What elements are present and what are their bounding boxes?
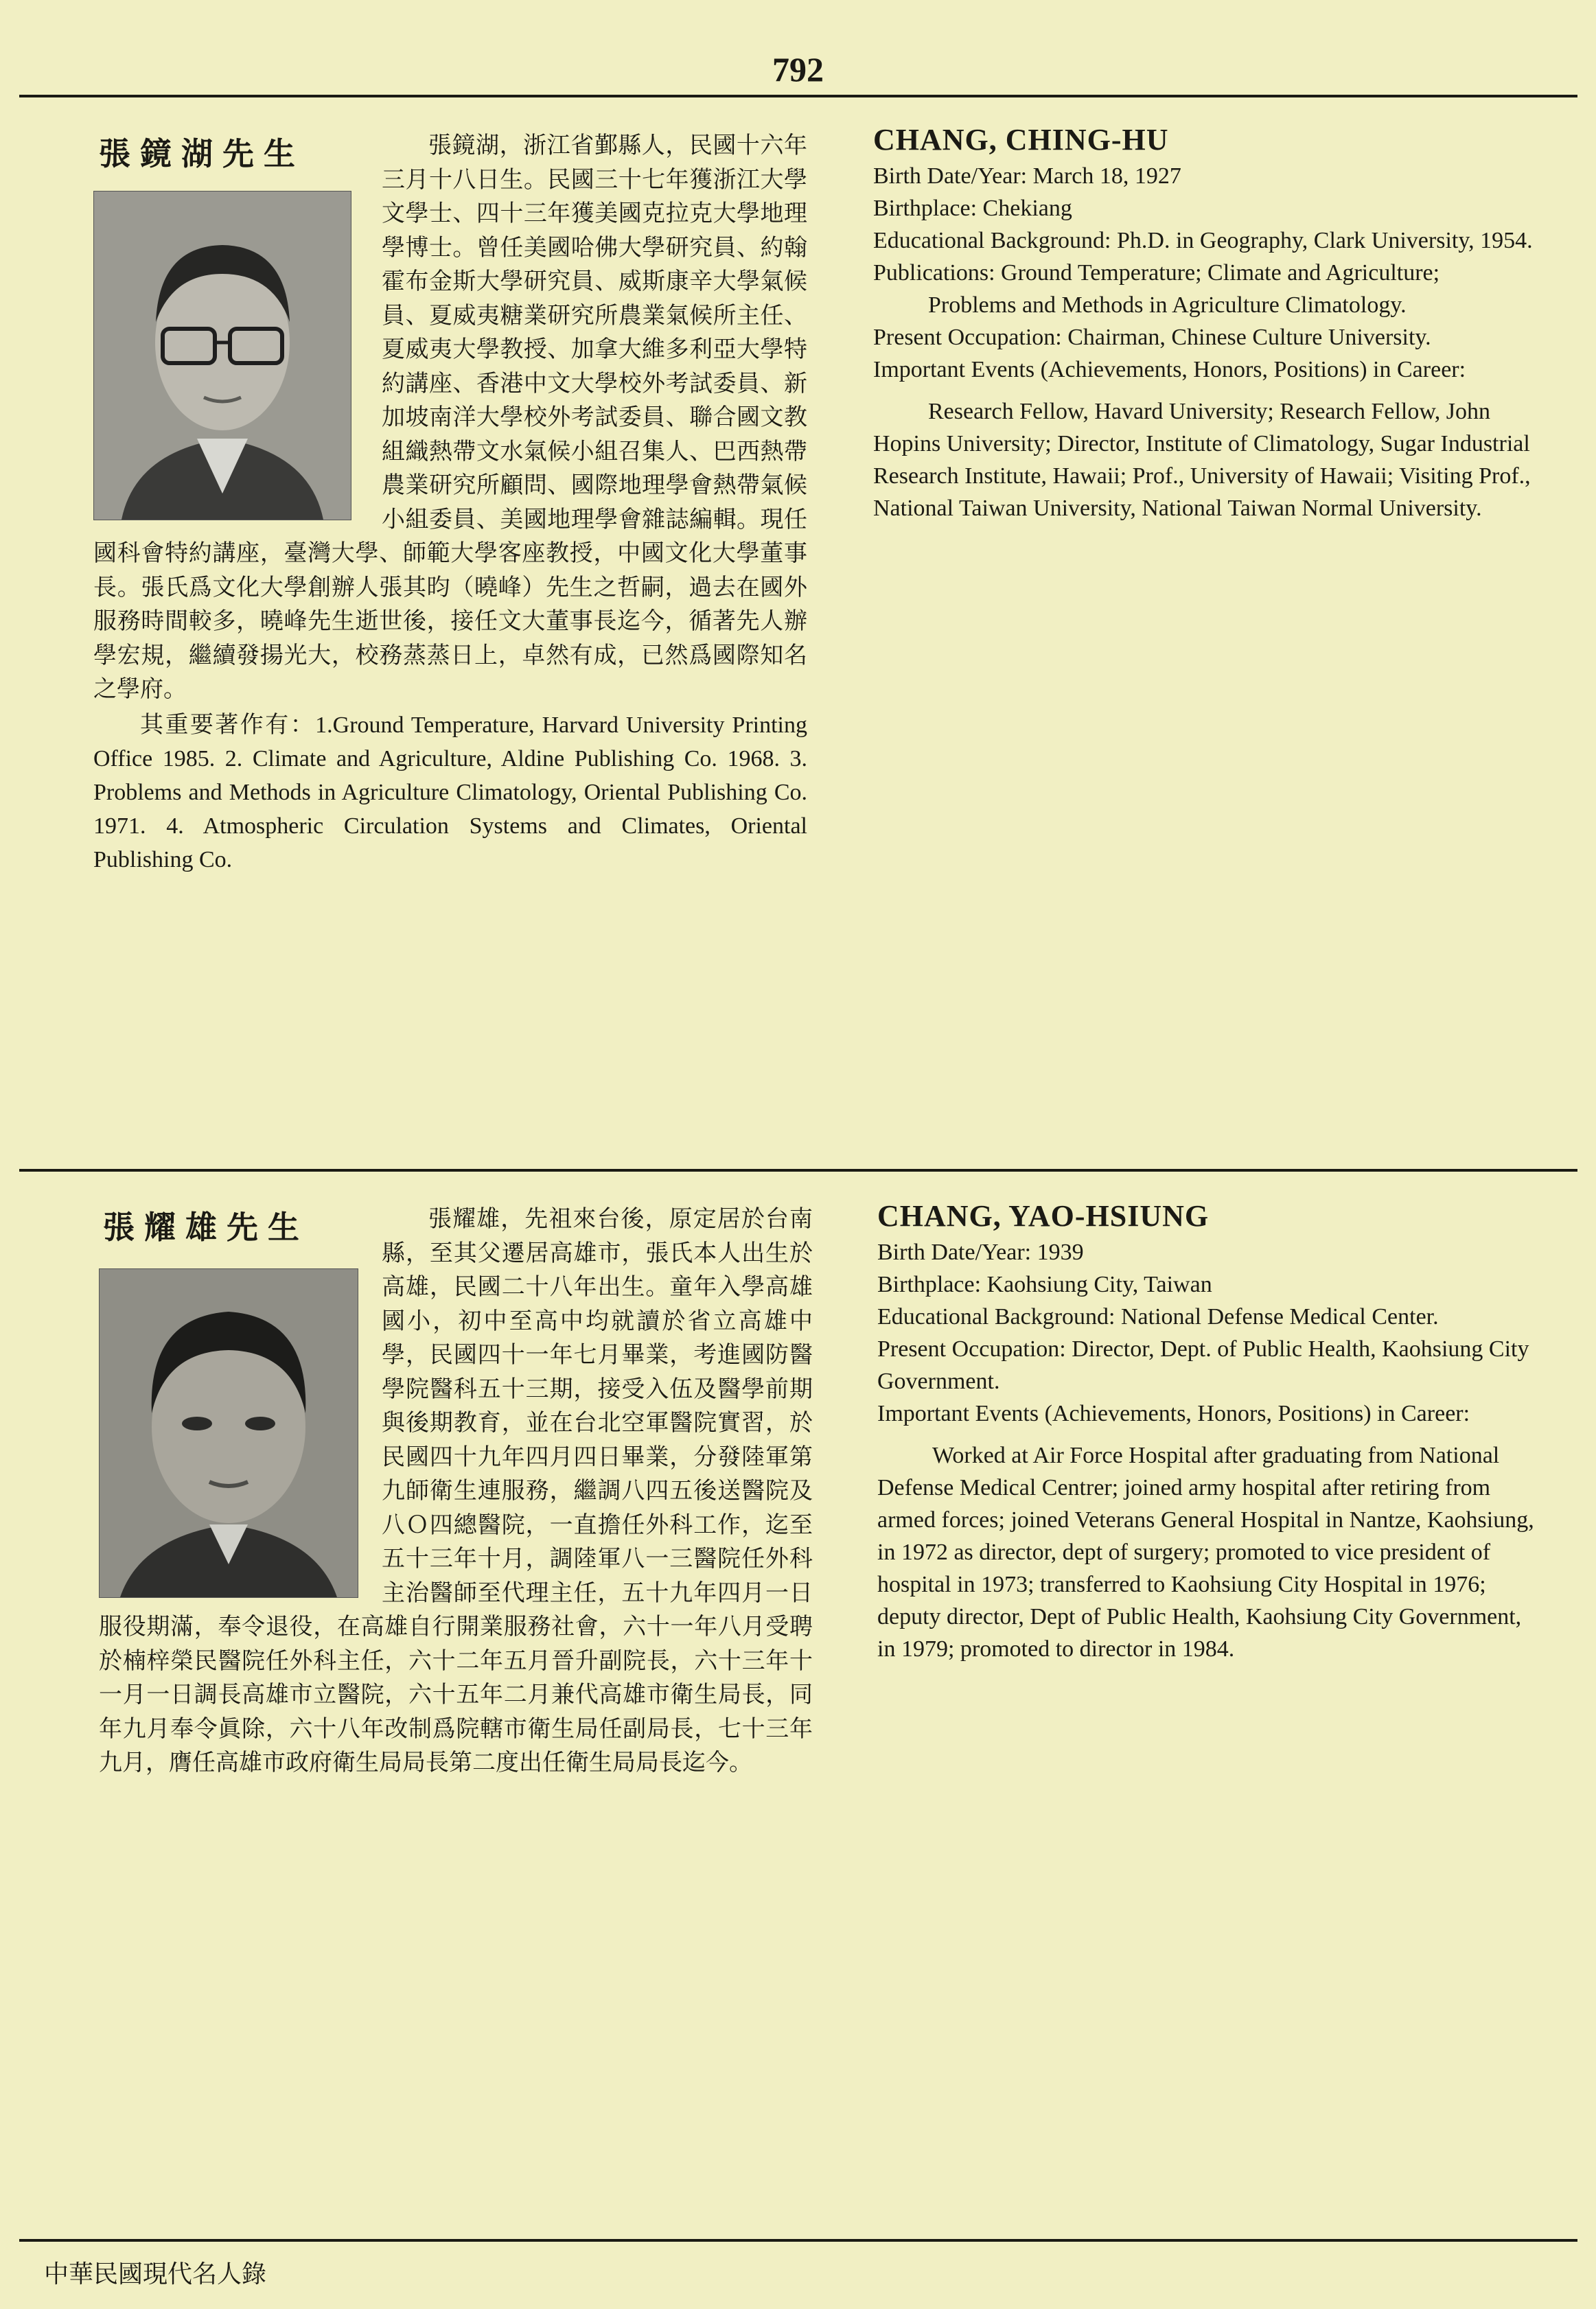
entry-2-photo-spacer	[99, 1203, 382, 1601]
entry-1-works-lead: 其重要著作有：	[140, 710, 316, 739]
entry-1-chinese-biography	[93, 129, 807, 877]
page-number: 792	[772, 50, 824, 89]
entry-2-events-label: Important Events (Achievements, Honors, Positions) in Career:	[877, 1401, 1470, 1426]
top-rule	[19, 95, 1577, 97]
entry-2-english-profile	[877, 1200, 1543, 1665]
footer-book-title: 中華民國現代名人錄	[44, 2260, 267, 2288]
entry-1-publications: Publications: Ground Temperature; Climate and Agriculture;	[873, 260, 1440, 286]
entry-2-occupation: Present Occupation: Director, Dept. of Public Health, Kaohsiung City Government.	[877, 1336, 1529, 1394]
entry-1-events: Research Fellow, Havard University; Research Fellow, John Hopins University; Director, Institute of Climatology, Sugar Industrial Research Institute, Hawaii; Prof., University of Hawaii; Visiting Prof., National Taiwan University, National Taiwan Normal University.	[873, 399, 1531, 521]
entry-2-english-name: CHANG, YAO-HSIUNG	[877, 1199, 1210, 1233]
entry-1-english-profile	[873, 124, 1546, 524]
entry-1-education: Educational Background: Ph.D. in Geography, Clark University, 1954.	[873, 228, 1533, 253]
entry-1-birth-date: Birth Date/Year: March 18, 1927	[873, 163, 1181, 189]
entry-2-education: Educational Background: National Defense Medical Center.	[877, 1304, 1439, 1330]
entry-1-works-list: 1.Ground Temperature, Harvard University Printing Office 1985. 2. Climate and Agriculture, Aldine Publishing Co. 1968. 3. Problems and Methods in Agriculture Climatology, Oriental Publishing Co. 1971. 4. Atmospheric Circulation Systems and Climates, Oriental Publishing Co.	[93, 712, 808, 872]
entry-2-birthplace: Birthplace: Kaohsiung City, Taiwan	[877, 1272, 1212, 1297]
entry-2-chinese-biography	[99, 1203, 813, 1780]
footer-rule	[19, 2239, 1577, 2242]
entry-2-chinese-name: 張耀雄先生	[103, 1209, 309, 1246]
entry-2-events: Worked at Air Force Hospital after graduating from National Defense Medical Centrer; joined army hospital after retiring from armed forces; joined Veterans General Hospital in Nantze, Kaohsiung, in 1972 as director, dept of surgery; promoted to vice president of hospital in 1973; transferred to Kaohsiung City Hospital in 1976; deputy director, Dept of Public Health, Kaohsiung City Government, in 1979; promoted to director in 1984.	[877, 1443, 1534, 1662]
entry-1-photo-spacer	[93, 129, 382, 520]
entry-1-occupation: Present Occupation: Chairman, Chinese Culture University.	[873, 325, 1431, 350]
entry-2-chinese-bio-text: 張耀雄，先祖來台後，原定居於台南縣，至其父遷居高雄市，張氏本人出生於高雄，民國二十八年出生。童年入學高雄國小，初中至高中均就讀於省立高雄中學，民國四十一年七月畢業，考進國防醫學院醫科五十三期，接受入伍及醫學前期與後期教育，並在台北空軍醫院實習，於民國四十九年四月四日畢業，分發陸軍第九師衛生連服務，繼調八四五後送醫院及八Ｏ四總醫院，一直擔任外科工作，迄至五十三年十月，調陸軍八一三醫院任外科主治醫師至代理主任，五十九年四月一日服役期滿，奉令退役，在高雄自行開業服務社會，六十一年八月受聘於楠梓榮民醫院任外科主任，六十二年五月晉升副院長，六十三年十一月一日調長高雄市立醫院，六十五年二月兼代高雄市衛生局長，同年九月奉令眞除，六十八年改制爲院轄市衛生局任副局長，七十三年九月，膺任高雄市政府衛生局局長第二度出任衛生局局長迄今。	[99, 1205, 813, 1776]
entry-1-works	[93, 708, 807, 877]
entry-1-chinese-name: 張鏡湖先生	[99, 135, 305, 172]
middle-rule	[19, 1169, 1577, 1172]
entry-1-publications-continued: Problems and Methods in Agriculture Climatology.	[928, 292, 1407, 318]
entry-1-english-name: CHANG, CHING-HU	[873, 123, 1169, 156]
entry-1-chinese-bio-text: 張鏡湖，浙江省鄞縣人，民國十六年三月十八日生。民國三十七年獲浙江大學文學士、四十三年獲美國克拉克大學地理學博士。曾任美國哈佛大學研究員、約翰霍布金斯大學研究員、威斯康辛大學氣候員、夏威夷糖業研究所農業氣候所主任、夏威夷大學教授、加拿大維多利亞大學特約講座、香港中文大學校外考試委員、新加坡南洋大學校外考試委員、聯合國文教組織熱帶文水氣候小組召集人、巴西熱帶農業研究所顧問、國際地理學會熱帶氣候小組委員、美國地理學會雜誌編輯。現任國科會特約講座，臺灣大學、師範大學客座教授，中國文化大學董事長。張氏爲文化大學創辦人張其昀（曉峰）先生之哲嗣，過去在國外服務時間較多，曉峰先生逝世後，接任文大董事長迄今，循著先人辦學宏規，繼續發揚光大，校務蒸蒸日上，卓然有成，已然爲國際知名之學府。	[93, 132, 807, 703]
entry-1-birthplace: Birthplace: Chekiang	[873, 196, 1072, 221]
entry-1-events-label: Important Events (Achievements, Honors, Positions) in Career:	[873, 357, 1466, 382]
entry-2-birth-date: Birth Date/Year: 1939	[877, 1240, 1084, 1265]
